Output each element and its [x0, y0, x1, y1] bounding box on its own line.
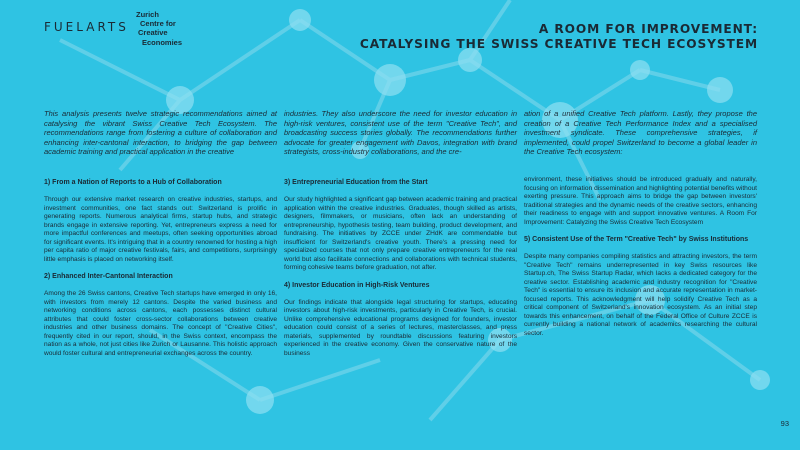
body-column-1 [44, 176, 277, 364]
zcce-logo [136, 10, 182, 47]
title-line-2: CATALYSING THE SWISS CREATIVE TECH ECOSYSTEM [359, 37, 758, 51]
section-5-heading: 5) Consistent Use of the Term "Creative Tech" by Swiss Institutions [524, 236, 749, 243]
page-number: 93 [780, 419, 789, 428]
zcce-logo-line: Centre for [140, 19, 176, 29]
title-line-1: A ROOM FOR IMPROVEMENT: [538, 22, 758, 36]
body-column-3 [524, 176, 757, 364]
section-2-text: Among the 26 Swiss cantons, Creative Tech startups have emerged in only 16, with investors from merely 12 cantons. Despite the varied business and networking conditions across cantons, each possesses distinct cultural attributes that could foster cross-sector collaborations between creative industries and other business domains. The concept of "Creative Cities", frequently cited in our report, should, in the Swiss context, encompass the nation as a whole, not just cities like Zurich or Lausanne. This holistic approach would foster cultural and entrepreneurial exchanges across the country. [44, 290, 277, 357]
section-4-text: Our findings indicate that alongside legal structuring for startups, educating investors about high-risk investments, particularly in Creative Tech, is crucial. Unlike comprehensive educational programs designed for founders, investor education could consist of a series of lectures, masterclasses, and press materials, supplemented by roundtable discussions featuring investors experienced in the creative economy. Given the conservative nature of the business [284, 298, 517, 357]
section-3-heading: 3) Entrepreneurial Education from the Start [284, 179, 428, 186]
intro-text [44, 109, 757, 157]
section-2-heading: 2) Enhanced Inter-Cantonal Interaction [44, 273, 173, 280]
intro-column-1: This analysis presents twelve strategic recommendations aimed at catalysing the vibrant Swiss Creative Tech Ecosystem. The recommendations range from fostering a culture of collaboration and enhancing inter-cantonal interaction, to bridging the gap between academic training and practical application in the creative [44, 109, 277, 157]
section-4-heading: 4) Investor Education in High-Risk Ventures [284, 281, 430, 289]
zcce-logo-line: Economies [142, 37, 183, 47]
page-title [360, 22, 758, 52]
zcce-logo-line: Creative [138, 28, 168, 38]
section-5-text: Despite many companies compiling statistics and attracting investors, the term "Creative Tech" remains underrepresented in key Swiss resources like Startup.ch, The Swiss Startup Radar, which lacks a dedicated category for the creative sector. Establishing academic and industry recognition for "Creative Tech" is essential to ensure its inclusion and accurate representation in market-focused reports. This acknowledgment will help solidify Creative Tech as a critical component of Switzerland's innovation ecosystem. As an initial step towards this enhancement, on behalf of the Federal Office of Culture ZCCE is currently building a national network of academics researching the cultural sector. [524, 253, 757, 337]
section-1-text: Through our extensive market research on creative industries, startups, and investment communities, one fact stands out: Switzerland is prolific in generating reports. Numerous analytical firms, startup hubs, and strategic brands engage in extensive reporting. Yet, entrepreneurs express a need for more impactful conferences and meetups, often seeking opportunities abroad for significant events. It's intriguing that in a country renowned for hosting a high per capita ratio of major creative festivals, fairs, and competitions, surprisingly little emphasis is placed on networking itself. [44, 196, 277, 263]
body-column-2 [284, 176, 517, 364]
recommendations-body [44, 176, 757, 364]
intro-column-3: ation of a unified Creative Tech platform. Lastly, they propose the creation of a Creative Tech Performance Index and a specialised investment syndicate. These comprehensive strategies, if implemented, could propel Switzerland to become a global leader in the Creative Tech ecosystem: [524, 109, 757, 157]
zcce-logo-line: Zurich [136, 10, 159, 19]
section-4-continued-text: environment, these initiatives should be introduced gradually and naturally, focusing on information dissemination and highlighting potential benefits without exerting pressure. This approach aims to bridge the gap between investors' traditional strategies and the dynamic needs of the creative sectors, enhancing their readiness to engage with and support innovative ventures. A Room For Improvement: Catalyzing the Swiss Creative Tech Ecosystem [524, 176, 757, 226]
section-1-heading: 1) From a Nation of Reports to a Hub of Collaboration [44, 179, 222, 186]
section-3-text: Our study highlighted a significant gap between academic training and practical application within the creative industries. Graduates, though skilled as artists, designers, filmmakers, or musicians, often lack an understanding of entrepreneurship, hypothesis testing, team building, product development, and fundraising. The initiatives by ZCCE under ZHdK are commendable but insufficient for Switzerland's creative youth. There's a pressing need for specialized courses that not only prepare creative entrepreneurs for the real world but also facilitate connections and collaborations with technical students, forming cohesive teams before graduation, not after. [284, 196, 517, 271]
intro-column-2: industries. They also underscore the need for investor education in high-risk ventures, consistent use of the term "Creative Tech", and broadcasting success stories globally. The recommendations further advocate for greater engagement with Davos, integration with brand strategists, cross-industry collaborations, and the cre- [284, 109, 517, 157]
fuelarts-logo: FUELARTS [44, 20, 129, 34]
